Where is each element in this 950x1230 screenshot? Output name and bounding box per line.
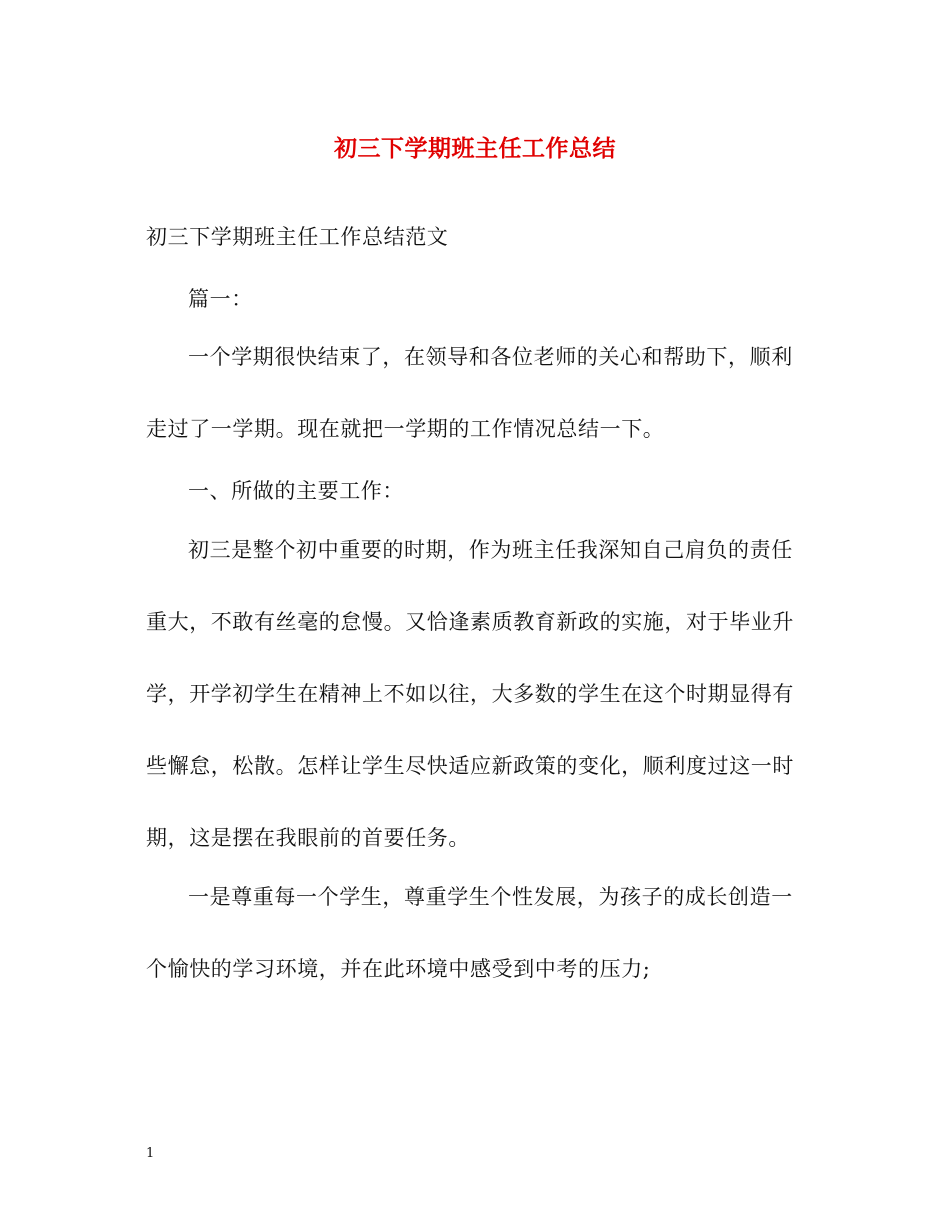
paragraph-line: 重大，不敢有丝毫的怠慢。又恰逢素质教育新政的实施，对于毕业升 [146,610,794,634]
page-number: 1 [146,1146,155,1161]
paragraph-line: 期，这是摆在我眼前的首要任务。 [146,826,470,850]
paragraph-line: 个愉快的学习环境，并在此环境中感受到中考的压力; [146,957,651,981]
paragraph-line: 一个学期很快结束了，在领导和各位老师的关心和帮助下，顺利 [188,345,793,369]
document-title: 初三下学期班主任工作总结 [334,135,616,162]
paragraph-line: 初三是整个初中重要的时期，作为班主任我深知自己肩负的责任 [188,538,793,562]
section-heading: 一、所做的主要工作： [188,479,404,503]
section-label: 篇一： [188,287,253,311]
paragraph-line: 一是尊重每一个学生，尊重学生个性发展，为孩子的成长创造一 [188,885,793,909]
paragraph-line: 些懈怠，松散。怎样让学生尽快适应新政策的变化，顺利度过这一时 [146,754,794,778]
subtitle-line: 初三下学期班主任工作总结范文 [146,225,449,249]
paragraph-line: 学，开学初学生在精神上不如以往，大多数的学生在这个时期显得有 [146,682,794,706]
paragraph-line: 走过了一学期。现在就把一学期的工作情况总结一下。 [146,417,665,441]
